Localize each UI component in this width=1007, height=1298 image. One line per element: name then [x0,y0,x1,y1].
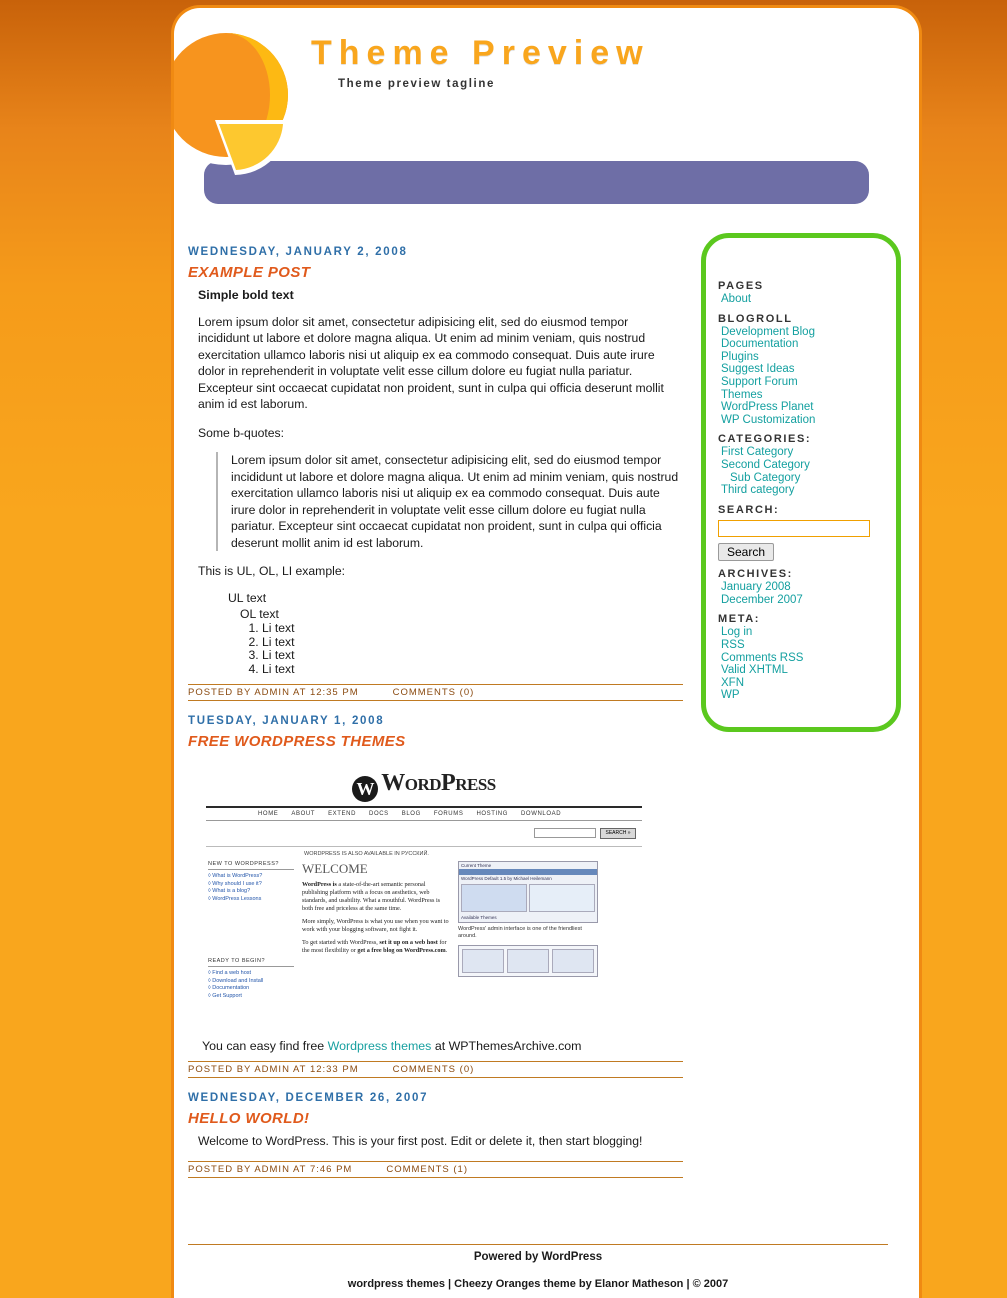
list-item[interactable] [718,326,884,339]
list-item[interactable] [718,376,884,389]
list-item: 2. Li text [262,636,683,650]
list-item[interactable] [718,664,884,677]
nav-extend[interactable]: EXTEND [328,811,357,817]
wp-thumb-theme-title: WordPress Default 1.5 by Michael Heilemann [461,876,552,881]
wordpress-nav [206,806,642,821]
sidebar-section-blogroll [706,313,896,427]
post-date: TUESDAY, JANUARY 1, 2008 [188,715,385,727]
sidebar-list-archives [718,581,884,606]
wp-head-new: NEW TO WORDPRESS? [208,861,294,870]
sidebar-heading-pages: PAGES [718,280,764,292]
sidebar-link-january-2008[interactable]: January 2008 [721,581,791,594]
sidebar-section-meta [706,613,896,702]
list-item[interactable] [718,594,884,607]
wordpress-w-icon: W [352,776,378,802]
divider [206,846,642,847]
wordpress-search-button[interactable]: SEARCH » [600,828,636,839]
nav-hosting[interactable]: HOSTING [476,811,508,817]
post-body [188,1133,683,1150]
wp-thumb-caption: WordPress' admin interface is one of the friendliest around. [458,926,582,939]
wordpress-center-column [302,851,450,1000]
search-form [718,519,884,562]
sidebar-link-documentation[interactable]: Documentation [721,338,799,351]
list-item[interactable]: ◊ Get Support [208,992,242,999]
sidebar-link-first-category[interactable]: First Category [721,446,794,459]
nav-about[interactable]: ABOUT [291,811,316,817]
post-note-post: at WPThemesArchive.com [431,1039,582,1053]
sidebar-link-second-category[interactable]: Second Category [721,458,810,471]
post-meta [188,1161,683,1178]
list-item[interactable] [718,338,884,351]
nav-download[interactable]: DOWNLOAD [521,811,562,817]
sidebar-link-sub-category[interactable]: Sub Category [730,471,801,484]
wordpress-search-input[interactable] [534,828,596,838]
powered-by [188,1251,888,1263]
sidebar-section-pages [706,280,896,306]
post-body [188,287,683,676]
wp-theme-thumbnails [458,945,598,977]
list-item[interactable] [718,472,884,485]
post-meta-posted: POSTED BY ADMIN AT 12:33 PM [188,1064,359,1075]
list-item[interactable] [718,484,884,497]
post-ol [246,622,683,676]
wp-paragraph-2: More simply, WordPress is what you use when you want to work with your blogging software, not fight it. [302,918,449,933]
post-list-intro: This is UL, OL, LI example: [198,564,345,578]
main-column [188,232,683,1178]
list-item: UL text [228,590,267,605]
sidebar-link-suggest-ideas[interactable]: Suggest Ideas [721,363,795,376]
sidebar-link-wordpress-planet[interactable]: WordPress Planet [721,401,814,414]
sidebar-list-pages [718,293,884,306]
theme-credits: wordpress themes | Cheezy Oranges theme by Elanor Matheson | © 2007 [347,1278,729,1290]
wp-paragraph-1: WordPress is a state-of-the-art semantic personal publishing platform with a focus on aesthetics, web standards, and usability. What a mouthful. WordPress is both free and priceless at the same time. [302,881,441,912]
site-tagline: Theme preview tagline [338,78,495,90]
sidebar-link-log-in[interactable]: Log in [721,626,753,639]
post-meta-posted: POSTED BY ADMIN AT 12:35 PM [188,687,359,698]
wordpress-columns [198,851,650,1000]
post-comments-link[interactable]: COMMENTS (0) [392,687,475,698]
sidebar-link-rss[interactable]: RSS [721,639,745,651]
sidebar-link-december-2007[interactable]: December 2007 [721,593,803,606]
sidebar-section-categories [706,433,896,496]
sidebar-list-categories [718,446,884,496]
list-item[interactable] [718,363,884,376]
post-bold-line: Simple bold text [198,288,294,302]
list-item[interactable] [718,639,884,652]
post-title[interactable]: HELLO WORLD! [188,1110,310,1127]
sidebar-link-comments-rss[interactable]: Comments RSS [721,651,804,664]
page-frame [174,8,919,1298]
post-example-post [188,246,683,701]
list-item[interactable]: ◊ Why should I use it? [208,880,262,887]
site-footer [188,1244,888,1290]
wp-theme-thumb-2 [507,949,549,973]
nav-home[interactable]: HOME [258,811,279,817]
wordpress-search-row [198,821,650,842]
post-paragraph: Welcome to WordPress. This is your first post. Edit or delete it, then start blogging! [198,1134,643,1148]
list-item[interactable] [718,389,884,402]
list-item[interactable] [718,414,884,427]
divider [188,1244,888,1245]
post-note [188,1039,683,1053]
list-item[interactable] [718,459,884,472]
sidebar-link-wp[interactable]: WP [721,689,740,702]
site-title: Theme Preview [311,34,650,72]
post-date: WEDNESDAY, JANUARY 2, 2008 [188,246,408,258]
sidebar-list-blogroll [718,326,884,427]
post-paragraph: Lorem ipsum dolor sit amet, consectetur adipisicing elit, sed do eiusmod tempor incididunt ut labore et dolore magna aliqua. Ut enim ad minim veniam, quis nostrud exercitation ullamco laboris nisi ut aliquip ex ea commodo consequat. Duis aute irure dolor in reprehenderit in voluptate velit esse cillum dolore eu fugiat nulla pariatur. Excepteur sint occaecat cupidatat non proident, sunt in culpa qui officia deserunt mollit anim id est laborum. [198,314,664,411]
post-meta [188,684,683,701]
sidebar-link-support-forum[interactable]: Support Forum [721,375,798,388]
post-meta [188,1061,683,1078]
sidebar-link-wp-customization[interactable]: WP Customization [721,413,816,426]
wp-admin-thumbnail [458,861,598,923]
nav-blog[interactable]: BLOG [401,811,421,817]
sidebar-section-archives [706,568,896,606]
sidebar [701,233,901,732]
search-button[interactable]: Search [718,543,774,561]
wp-paragraph-3: To get started with WordPress, set it up on a web host for the most flexibility or get a free blog on WordPress.com. [302,939,448,954]
post-title[interactable]: FREE WORDPRESS THEMES [188,733,406,750]
list-item[interactable] [718,581,884,594]
post-ul [228,591,683,606]
list-item[interactable]: ◊ Find a web host [208,970,252,976]
post-comments-link[interactable]: COMMENTS (1) [386,1163,468,1175]
sidebar-link-development-blog[interactable]: Development Blog [721,325,815,338]
wp-head-ready: READY TO BEGIN? [208,958,294,967]
list-item[interactable] [718,652,884,665]
wordpress-left-column [208,851,294,1000]
list-item[interactable] [718,351,884,364]
list-item[interactable]: ◊ What is WordPress? [208,873,263,879]
powered-by-text: Powered by [473,1251,542,1263]
post-ol-head: OL text [240,606,279,621]
list-item: 1. Li text [262,622,683,636]
sidebar-link-xfn[interactable]: XFN [721,676,744,689]
wordpress-right-column [458,851,598,1000]
sidebar-heading-search: SEARCH: [718,503,780,516]
wp-theme-thumb-1 [462,949,504,973]
wp-thumb-available: Available Themes [461,915,497,920]
post-date: WEDNESDAY, DECEMBER 26, 2007 [188,1092,429,1104]
orange-logo-icon [174,20,341,200]
post-blockquote: Lorem ipsum dolor sit amet, consectetur adipisicing elit, sed do eiusmod tempor incididunt ut labore et dolore magna aliqua. Ut enim ad minim veniam, quis nostrud exercitation ullamco laboris nisi ut aliquip ex ea commodo consequat. Duis aute irure dolor in reprehenderit in voluptate velit esse cillum dolore eu fugiat nulla pariatur. Excepteur sint occaecat cupidatat non proident, sunt in culpa qui officia deserunt mollit anim id est laborum. [216,452,683,551]
list-item: 3. Li text [262,649,683,663]
site-header [174,8,919,218]
sidebar-link-valid-xhtml[interactable]: Valid XHTML [721,664,788,677]
post-note-pre: You can easy find free [202,1039,328,1053]
list-item[interactable]: ◊ WordPress Lessons [208,895,262,902]
list-item[interactable]: ◊ Download and Install [208,977,264,984]
sidebar-heading-blogroll: BLOGROLL [718,312,793,325]
sidebar-link-themes[interactable]: Themes [721,388,763,401]
post-meta-posted: POSTED BY ADMIN AT 7:46 PM [188,1163,353,1175]
list-item[interactable] [718,401,884,414]
list-item[interactable]: ◊ Documentation [208,985,250,991]
wordpress-logo [198,764,650,802]
post-quote-intro: Some b-quotes: [198,425,285,440]
wordpress-site-screenshot [198,764,650,1029]
wordpress-link[interactable]: WordPress [541,1251,603,1263]
list-item: 4. Li text [262,663,683,677]
sidebar-heading-archives: ARCHIVES: [718,568,793,581]
post-note-link[interactable]: Wordpress themes [327,1039,432,1053]
nav-forums[interactable]: FORUMS [433,811,464,817]
sidebar-link-third-category[interactable]: Third category [721,484,795,497]
sidebar-section-search [706,504,896,562]
nav-docs[interactable]: DOCS [369,811,389,817]
post-comments-link[interactable]: COMMENTS (0) [392,1064,475,1075]
list-item[interactable] [718,293,884,306]
post-title[interactable]: EXAMPLE POST [188,264,311,281]
sidebar-heading-meta: META: [718,613,761,626]
wordpress-wordmark: WordPress [381,770,496,796]
wp-thumb-label: Current Theme [461,863,492,868]
list-item[interactable] [718,689,884,702]
post-hello-world [188,1092,683,1178]
sidebar-list-meta [718,626,884,702]
sidebar-heading-categories: CATEGORIES: [718,433,812,446]
sidebar-link-plugins[interactable]: Plugins [721,350,759,363]
list-item[interactable] [718,446,884,459]
list-item[interactable] [718,626,884,639]
sidebar-link-about[interactable]: About [721,293,752,305]
search-input[interactable] [718,520,870,537]
wp-welcome-heading: WELCOME [302,861,368,876]
list-item[interactable]: ◊ What is a blog? [208,888,251,894]
wp-russian-note: WORDPRESS IS ALSO AVAILABLE IN РУССКИЙ. [304,851,429,857]
post-free-wordpress-themes [188,715,683,1078]
wp-theme-thumb-3 [552,949,594,973]
list-item[interactable] [718,677,884,690]
